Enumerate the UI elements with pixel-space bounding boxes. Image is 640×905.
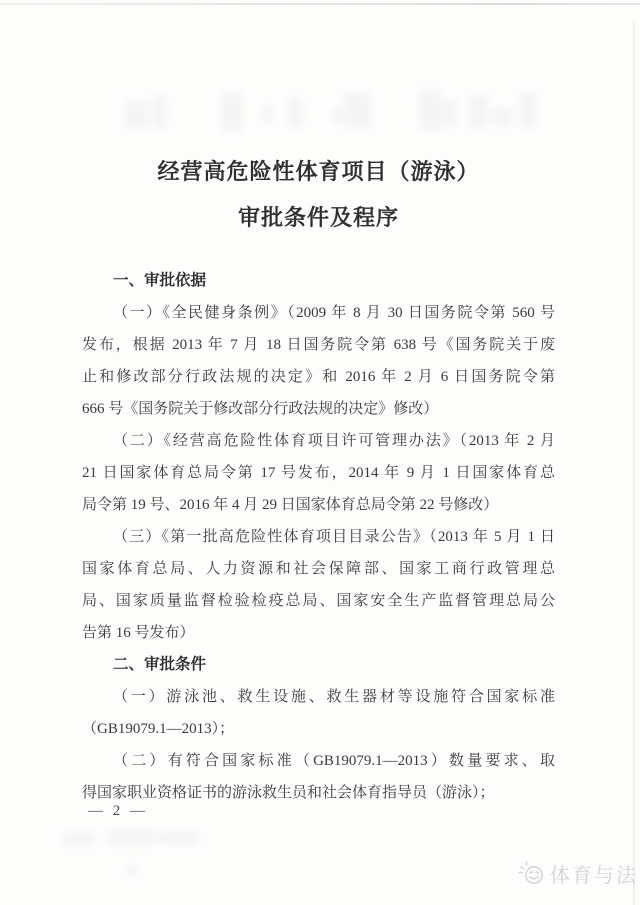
watermark <box>517 858 638 888</box>
scan-edge-top <box>0 3 640 5</box>
text-line: （三）《第一批高危险性体育项目目录公告》（2013 年 5 月 1 日 <box>113 529 555 545</box>
page-number: — 2 — <box>88 803 148 819</box>
text-line: （二）有符合国家标准（GB19079.1—2013）数量要求、取 <box>113 753 555 769</box>
text-line: （一）《全民健身条例》（2009 年 8 月 30 日国务院令第 560 号 <box>113 305 555 321</box>
document-title <box>82 149 555 241</box>
title-line-2: 审批条件及程序 <box>237 205 399 230</box>
title-line-1: 经营高危险性体育项目（游泳） <box>157 159 480 184</box>
document-body <box>82 265 555 809</box>
text-line: 666 号《国务院关于修改部分行政法规的决定》修改） <box>82 401 439 417</box>
text-line: （GB19079.1—2013）； <box>82 721 235 737</box>
text-line: 止和修改部分行政法规的决定》和 2016 年 2 月 6 日国务院令第 <box>82 369 555 385</box>
text-line: 得国家职业资格证书的游泳救生员和社会体育指导员（游泳）； <box>82 785 495 801</box>
text-line: 发布，根据 2013 年 7 月 18 日国务院令第 638 号《国务院关于废 <box>82 337 555 353</box>
scan-edge-right <box>633 22 635 905</box>
text-line: 21 日国家体育总局令第 17 号发布，2014 年 9 月 1 日国家体育总 <box>82 465 555 481</box>
text-line: （一）游泳池、救生设施、救生器材等设施符合国家标准 <box>113 689 555 705</box>
text-line: 局、国家质量监督检验检疫总局、国家安全生产监督管理总局公 <box>82 593 555 609</box>
smiley-moon-icon <box>517 858 547 888</box>
text-line: （二）《经营高危险性体育项目许可管理办法》（2013 年 2 月 <box>113 433 555 449</box>
section-heading: 二、审批条件 <box>113 656 207 673</box>
text-line: 告第 16 号发布） <box>82 625 195 641</box>
text-line: 国家体育总局、人力资源和社会保障部、国家工商行政管理总 <box>82 561 555 577</box>
section-heading: 一、审批依据 <box>113 272 207 289</box>
text-line: 局令第 19 号、2016 年 4 月 29 日国家体育总局令第 22 号修改） <box>82 497 499 513</box>
watermark-text: 体育与法 <box>550 864 638 887</box>
